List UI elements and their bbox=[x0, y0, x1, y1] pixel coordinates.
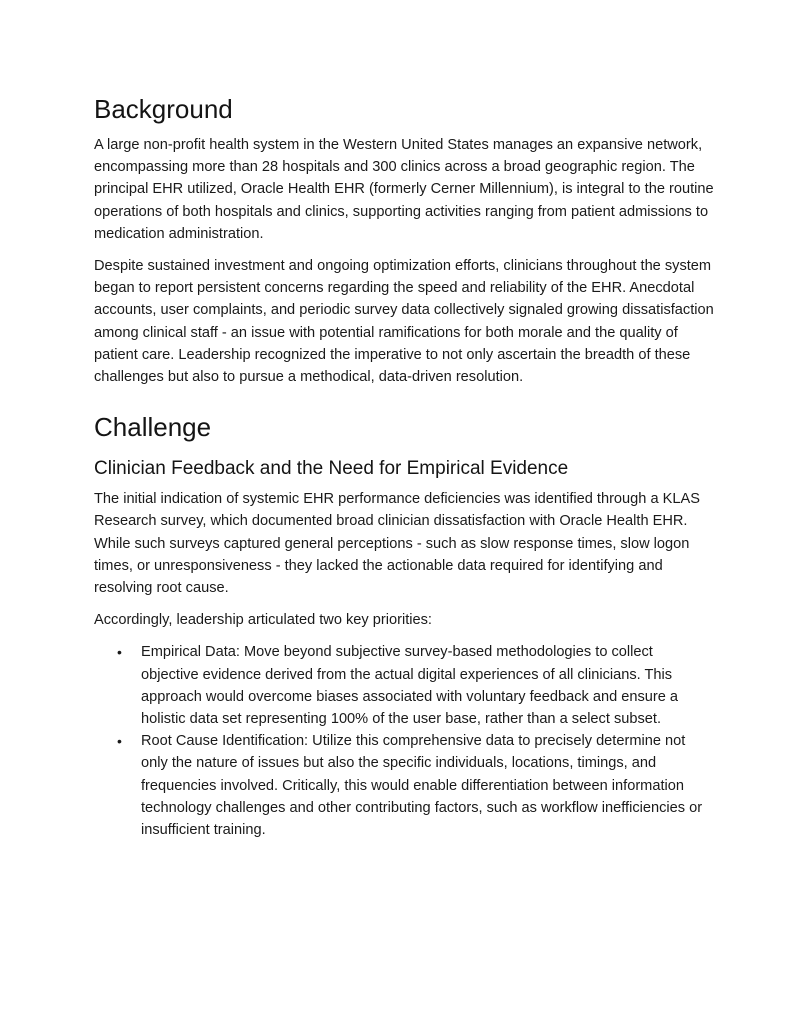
background-paragraph-2: Despite sustained investment and ongoing optimization efforts, clinicians throughout the system began to report persistent concerns regarding the speed and reliability of the EHR. Anecdotal accounts, user complaints, and periodic survey data collectively signaled growing dissatisfaction among clinical staff - an issue with potential ramifications for both morale and the quality of patient care. Leadership recognized the imperative to not only ascertain the breadth of these challenges but also to pursue a methodical, data-driven resolution. bbox=[94, 258, 714, 386]
priority-empirical-data: Empirical Data: Move beyond subjective survey-based methodologies to collect objective evidence derived from the actual digital experiences of all clinicians. This approach would overcome biases associated with voluntary feedback and ensure a holistic data set representing 100% of the user base, rather than a select subset. bbox=[141, 644, 679, 728]
background-heading: Background bbox=[94, 94, 233, 124]
bullet-icon: • bbox=[117, 644, 122, 661]
challenge-paragraph-2: Accordingly, leadership articulated two key priorities: bbox=[94, 612, 432, 629]
background-paragraph-1: A large non-profit health system in the Western United States manages an expansive network, encompassing more than 28 hospitals and 300 clinics across a broad geographic region. The principal EHR utilized, Oracle Health EHR (formerly Cerner Millennium), is integral to the routine operations of both hospitals and clinics, supporting activities ranging from patient admissions to medication administration. bbox=[94, 137, 714, 242]
challenge-paragraph-1: The initial indication of systemic EHR performance deficiencies was identified through a KLAS Research survey, which documented broad clinician dissatisfaction with Oracle Health EHR. While such surveys captured general perceptions - such as slow response times, slow logon times, or unresponsiveness - they lacked the actionable data required for identifying and resolving root cause. bbox=[94, 491, 700, 597]
priorities-list bbox=[94, 641, 714, 841]
bullet-icon: • bbox=[117, 733, 122, 750]
challenge-subheading: Clinician Feedback and the Need for Empirical Evidence bbox=[94, 458, 569, 480]
document-page bbox=[94, 92, 714, 841]
list-item bbox=[117, 730, 714, 841]
list-item bbox=[117, 641, 714, 730]
priority-root-cause: Root Cause Identification: Utilize this comprehensive data to precisely determine not only the nature of issues but also the specific individuals, locations, timings, and frequencies involved. Critically, this would enable differentiation between information technology challenges and other contributing factors, such as workflow inefficiencies or insufficient training. bbox=[141, 733, 703, 839]
challenge-heading: Challenge bbox=[94, 412, 212, 443]
